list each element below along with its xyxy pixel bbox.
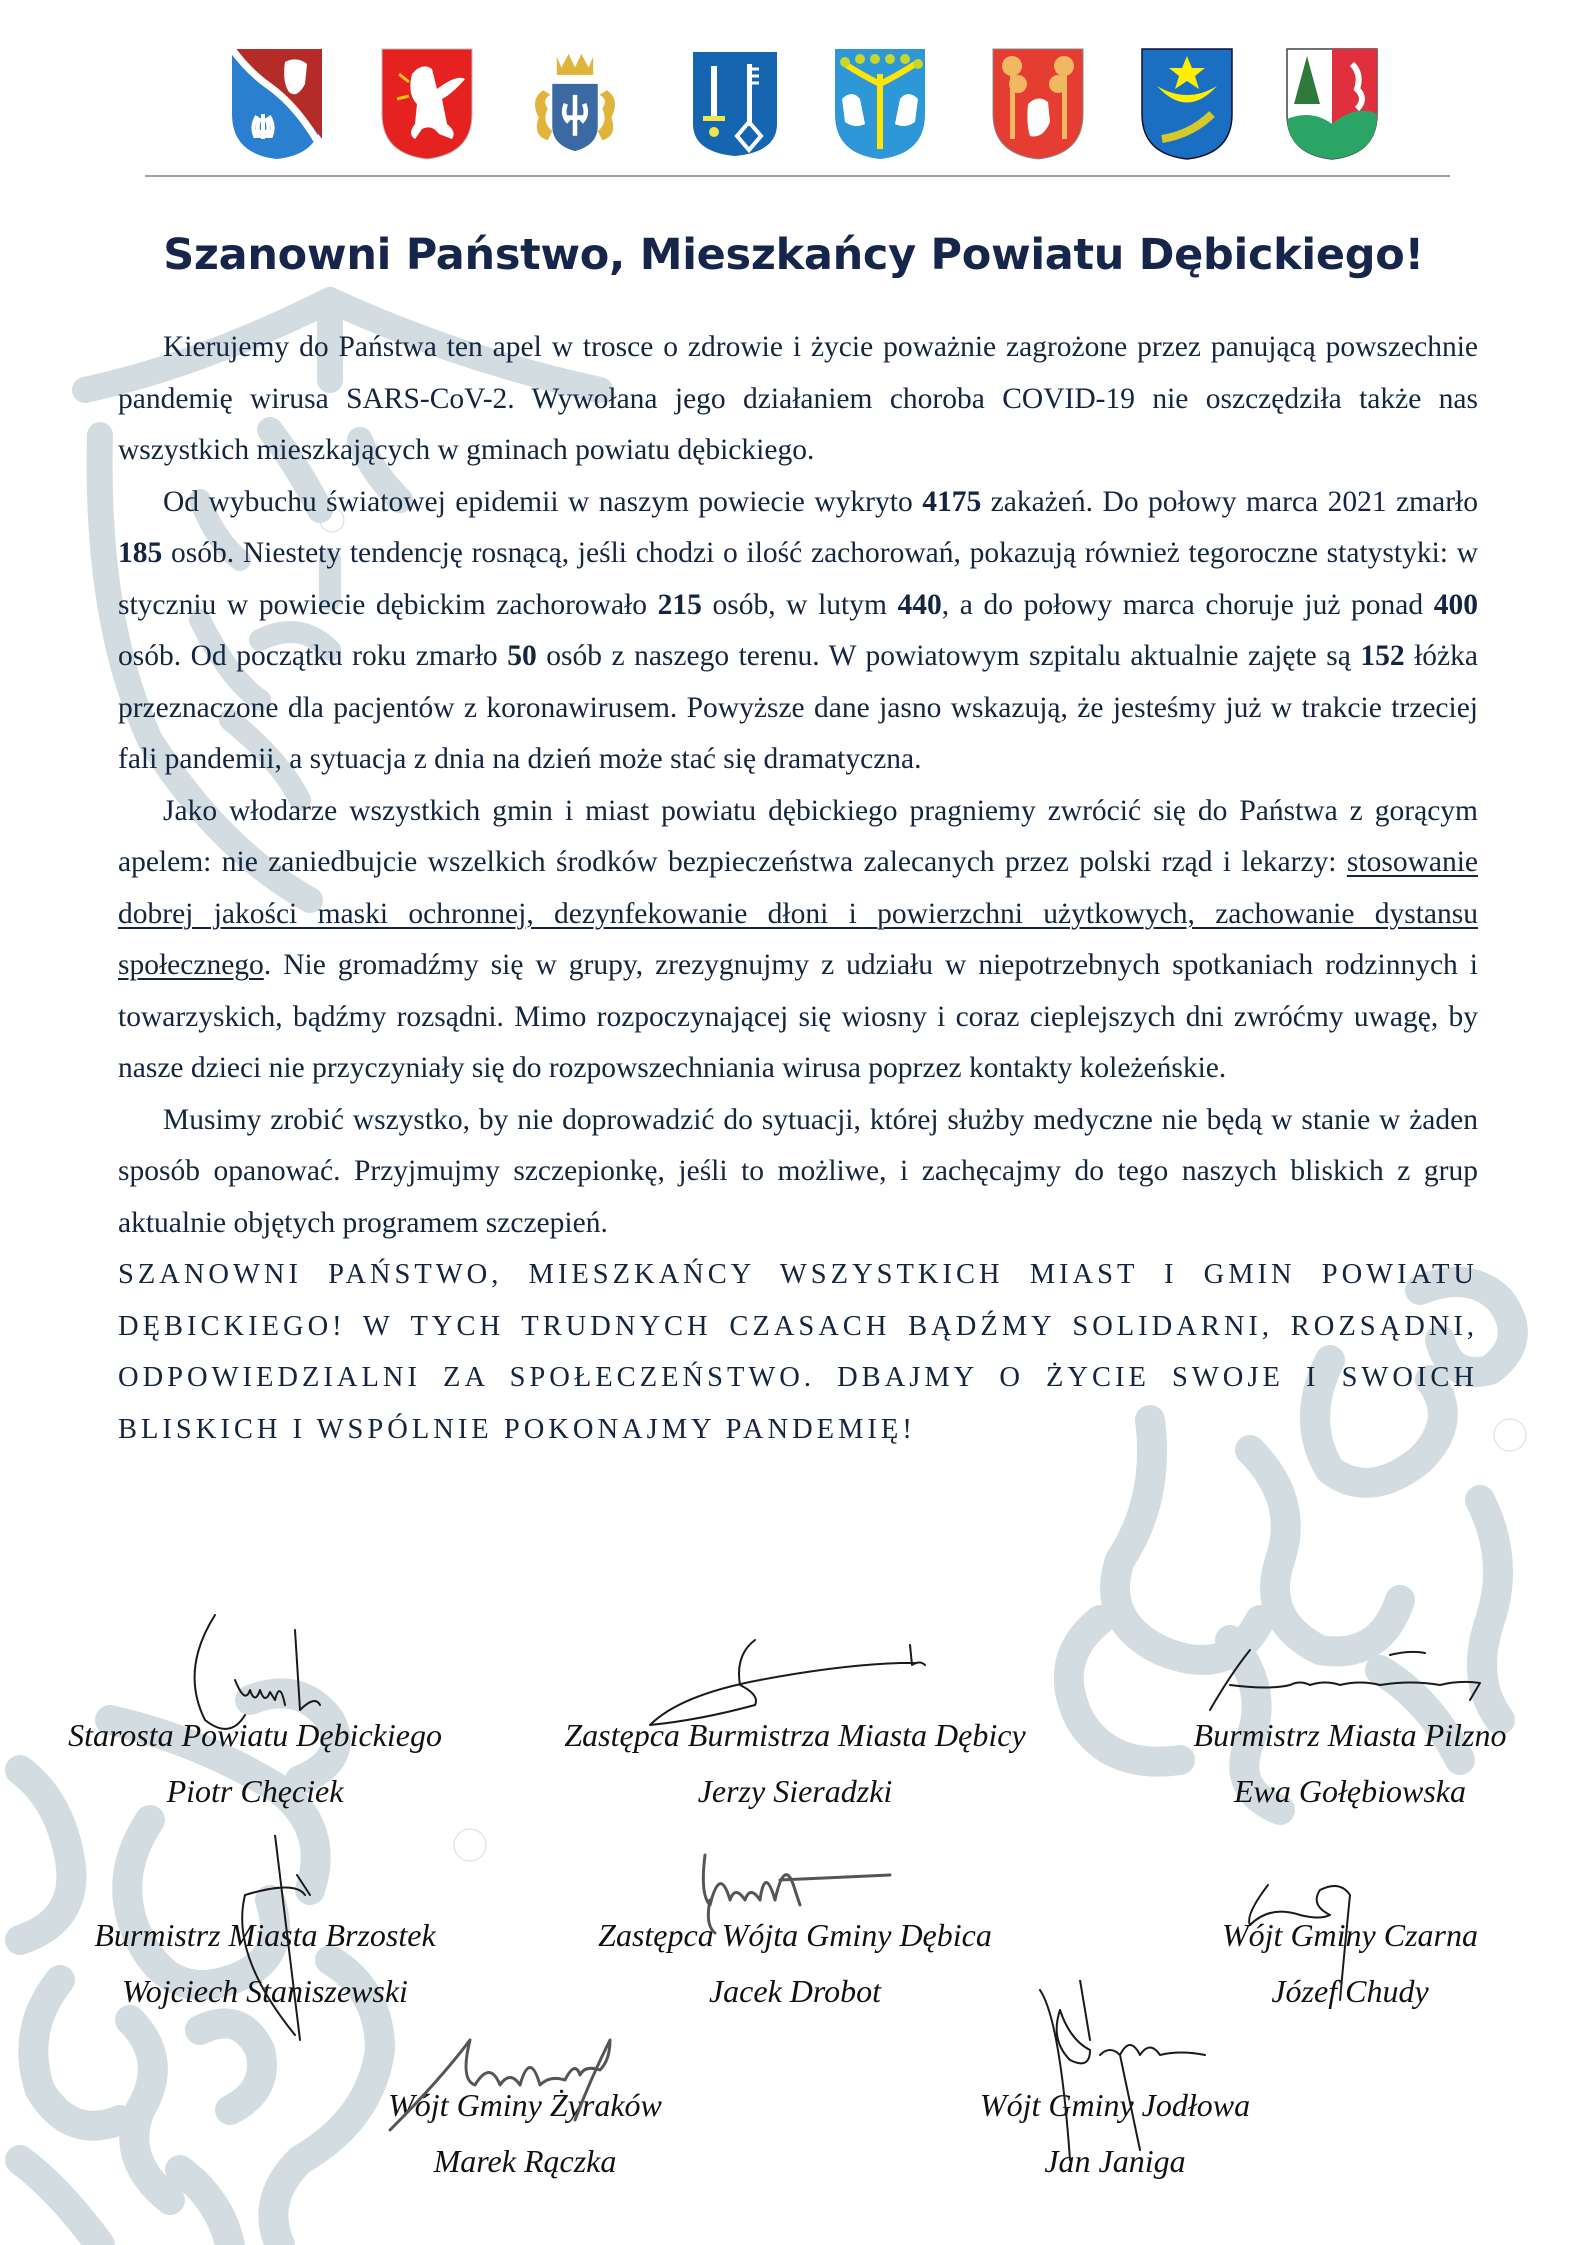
stat-january: 215 [657, 588, 702, 621]
signatory-starosta [35, 1707, 475, 1819]
signatory-name: Marek Rączka [433, 2143, 617, 2179]
signatory-name: Wojciech Staniszewski [122, 1973, 408, 2009]
signatory-burmistrz-brzostek [55, 1907, 475, 2019]
crest-zyrakow-icon [1137, 44, 1237, 162]
crest-brzostek-icon [685, 44, 785, 162]
signatory-role: Burmistrz Miasta Brzostek [94, 1917, 436, 1953]
stat-deaths-total: 185 [118, 537, 163, 569]
header-divider [145, 175, 1450, 177]
stat-text: osób, w lutym [701, 588, 898, 621]
signatory-wojt-jodlowa [915, 2077, 1315, 2189]
stat-text: Od wybuchu światowej epidemii w naszym powiecie wykryto [163, 485, 923, 518]
stat-text: osób. Niestety tendencję rosnącą, jeśli chodzi o ilość zachorowań, pokazują również tegoroczne statystyki: w styczniu w powiecie dębickim zachorowało [118, 537, 1478, 621]
signatory-role: Zastępca Wójta Gminy Dębica [598, 1917, 992, 1953]
signatory-burmistrz-pilzno [1140, 1707, 1560, 1819]
signatory-wojt-czarna [1140, 1907, 1560, 2019]
signatory-name: Jerzy Sieradzki [697, 1773, 893, 1809]
municipal-crests-row [0, 44, 1587, 164]
stat-march: 400 [1433, 588, 1479, 621]
closing-appeal: SZANOWNI PAŃSTWO, MIESZKAŃCY WSZYSTKICH MIAST I GMIN POWIATU DĘBICKIEGO! W TYCH TRUDNYCH CZASACH BĄDŹMY SOLIDARNI, ROZSĄDNI, ODPOWIEDZIALNI ZA SPOŁECZEŃSTWO. DBAJMY O ŻYCIE SWOJE I SWOICH BLISKICH I WSPÓLNIE POKONAJMY PANDEMIĘ! [118, 1259, 1478, 1445]
signatory-name: Józef Chudy [1271, 1973, 1429, 2009]
stat-text: , a do połowy marca choruje już ponad [941, 588, 1434, 621]
crest-powiat-debicki-icon [227, 44, 327, 162]
signatory-role: Starosta Powiatu Dębickiego [68, 1717, 442, 1753]
signatory-role: Wójt Gminy Jodłowa [979, 2087, 1251, 2123]
stat-deaths-year: 50 [507, 640, 537, 672]
stat-february: 440 [897, 588, 942, 621]
crest-jodlowa-icon [1282, 44, 1382, 162]
signatory-name: Ewa Gołębiowska [1234, 1773, 1466, 1809]
paragraph-appeal [118, 786, 1478, 1095]
appeal-text: Jako włodarze wszystkich gmin i miast powiatu dębickiego pragniemy zwrócić się do Państwa z gorącym apelem: nie zaniedbujcie wszelkich środków bezpieczeństwa zalecanych przez polski rząd i lekarzy: [118, 794, 1478, 878]
signatory-name: Jan Janiga [1044, 2143, 1186, 2179]
crest-gmina-debica-icon [830, 44, 930, 162]
paragraph-intro: Kierujemy do Państwa ten apel w trosce o zdrowie i życie poważnie zagrożone przez panującą powszechnie pandemię wirusa SARS-CoV-2. Wywołana jego działaniem choroba COVID-19 nie oszczędziła także nas wszystkich mieszkających w gminach powiatu dębickiego. [118, 331, 1478, 466]
signatory-role: Wójt Gminy Żyraków [388, 2087, 662, 2123]
signatory-role: Zastępca Burmistrza Miasta Dębicy [564, 1717, 1026, 1753]
paragraph-vaccination: Musimy zrobić wszystko, by nie doprowadzić do sytuacji, której służby medyczne nie będą w stanie w żaden sposób opanować. Przyjmujmy szczepionkę, jeśli to możliwe, i zachęcajmy do tego naszych bliskich z grup aktualnie objętych programem szczepień. [118, 1103, 1478, 1239]
signatory-name: Piotr Chęciek [166, 1773, 344, 1809]
stat-text: osób. Od początku roku zmarło [118, 640, 508, 672]
stat-text: osób z naszego terenu. W powiatowym szpitalu aktualnie zajęte są [536, 640, 1361, 672]
stat-text: łóżka przeznaczone dla pacjentów z koronawirusem. Powyższe dane jasno wskazują, że jesteśmy już w trakcie trzeciej fali pandemii, a sytuacja z dnia na dzień może stać się dramatyczna. [118, 640, 1478, 775]
stat-hospital-beds: 152 [1360, 640, 1405, 672]
stat-infections: 4175 [922, 485, 982, 518]
crest-czarna-icon [988, 44, 1088, 162]
signatory-name: Jacek Drobot [708, 1973, 882, 2009]
signatory-zastepca-burmistrza-debicy [560, 1707, 1030, 1819]
letter-title: Szanowni Państwo, Mieszkańcy Powiatu Dębickiego! [163, 230, 1424, 280]
safety-measures-underlined: stosowanie dobrej jakości maski ochronnej, dezynfekowanie dłoni i powierzchni użytkowych, zachowanie dystansu społecznego [118, 846, 1478, 981]
letter-body [118, 322, 1478, 1455]
signatory-zastepca-wojta-debica [560, 1907, 1030, 2019]
crest-debica-icon [377, 44, 477, 162]
signatory-wojt-zyrakow [325, 2077, 725, 2189]
signatory-role: Burmistrz Miasta Pilzno [1193, 1717, 1507, 1753]
appeal-text: . Nie gromadźmy się w grupy, zrezygnujmy z udziału w niepotrzebnych spotkaniach rodzinnych i towarzyskich, bądźmy rozsądni. Mimo rozpoczynającej się wiosny i coraz cieplejszych dni zwróćmy uwagę, by nasze dzieci nie przyczyniały się do rozpowszechniania wirusa poprzez kontakty koleżeńskie. [118, 949, 1478, 1084]
signatory-role: Wójt Gminy Czarna [1222, 1917, 1478, 1953]
paragraph-statistics [118, 477, 1478, 786]
stat-text: zakażeń. Do połowy marca 2021 zmarło [981, 485, 1478, 518]
crest-pilzno-icon [525, 44, 625, 162]
